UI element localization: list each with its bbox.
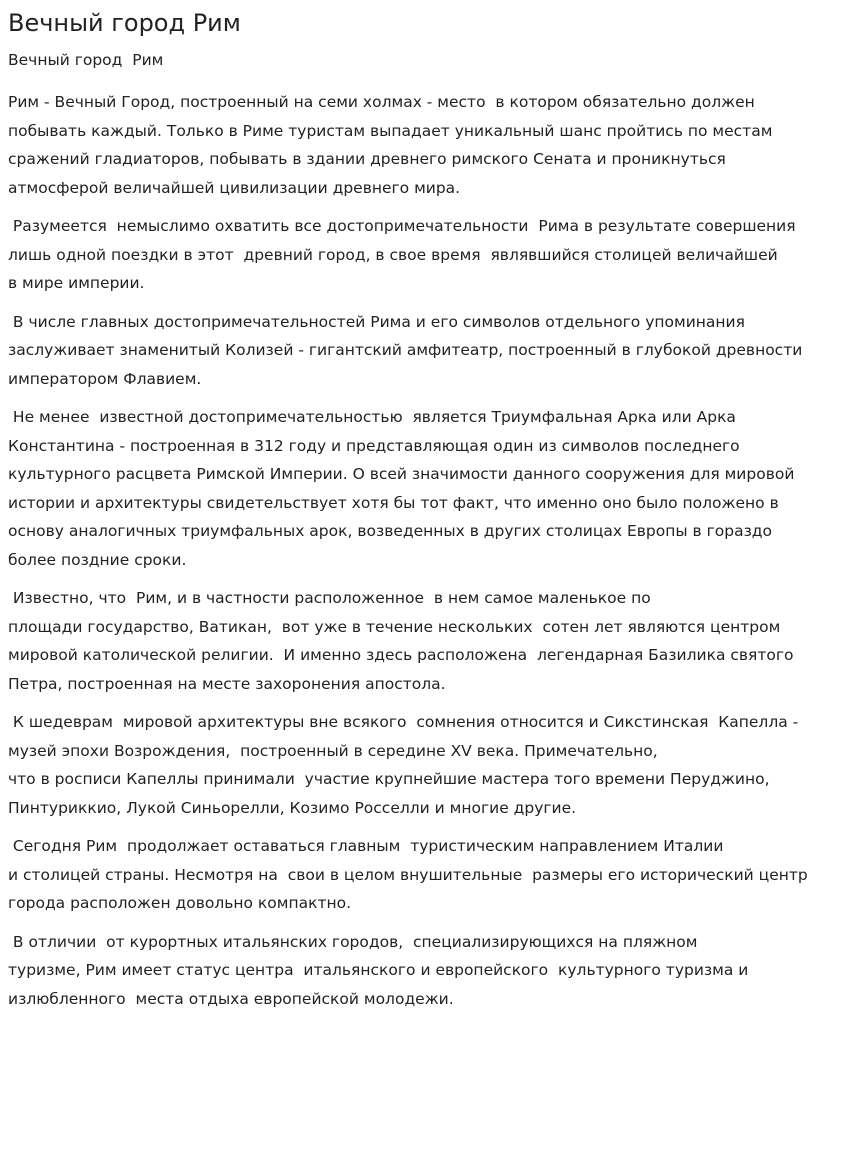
paragraph-line: музей эпохи Возрождения, построенный в середине XV века. Примечательно, — [8, 741, 658, 760]
paragraph-line: мировой католической религии. И именно здесь расположена легендарная Базилика святого — [8, 646, 794, 664]
article-paragraph — [8, 832, 839, 918]
page-subtitle: Вечный город Рим — [8, 51, 164, 69]
paragraph-line: Разумеется немыслимо охватить все достопримечательности Рима в результате совершения — [8, 217, 796, 235]
paragraph-line: сражений гладиаторов, побывать в здании древнего римского Сената и проникнуться — [8, 150, 726, 168]
article-paragraph — [8, 403, 839, 574]
paragraph-line: основу аналогичных триумфальных арок, возведенных в других столицах Европы в гораздо — [8, 522, 773, 540]
paragraph-line: атмосферой величайшей цивилизации древнего мира. — [8, 178, 461, 197]
article-paragraph — [8, 212, 839, 298]
article-paragraph — [8, 584, 839, 698]
paragraph-line: излюбленного места отдыха европейской молодежи. — [8, 989, 454, 1008]
article-paragraph — [8, 88, 839, 202]
paragraph-line: культурного расцвета Римской Империи. О всей значимости данного сооружения для мировой — [8, 465, 795, 483]
paragraph-line: императором Флавием. — [8, 369, 202, 388]
paragraph-line: города расположен довольно компактно. — [8, 894, 352, 912]
paragraph-line: площади государство, Ватикан, вот уже в течение нескольких сотен лет являются центром — [8, 617, 781, 636]
paragraph-line: Пинтуриккио, Лукой Синьорелли, Козимо Росселли и многие другие. — [8, 798, 577, 817]
paragraph-line: туризме, Рим имеет статус центра итальянского и европейского культурного туризма и — [8, 961, 749, 979]
paragraph-line: Петра, построенная на месте захоронения апостола. — [8, 674, 446, 693]
paragraph-line: и столицей страны. Несмотря на свои в целом внушительные размеры его исторический центр — [8, 865, 808, 884]
paragraph-line: лишь одной поездки в этот древний город, в свое время являвшийся столицей величайшей — [8, 245, 778, 264]
paragraph-line: более поздние сроки. — [8, 550, 187, 569]
article-paragraph — [8, 308, 839, 394]
paragraph-line: Известно, что Рим, и в частности расположенное в нем самое маленькое по — [8, 589, 651, 607]
article-paragraph — [8, 928, 839, 1014]
paragraph-line: В числе главных достопримечательностей Рима и его символов отдельного упоминания — [8, 312, 745, 331]
article-body — [8, 88, 839, 1013]
paragraph-line: заслуживает знаменитый Колизей - гигантский амфитеатр, построенный в глубокой древности — [8, 341, 803, 359]
paragraph-line: в мире империи. — [8, 274, 145, 292]
paragraph-line: Константина - построенная в 312 году и представляющая один из символов последнего — [8, 436, 740, 455]
article-paragraph — [8, 708, 839, 822]
paragraph-line: истории и архитектуры свидетельствует хотя бы тот факт, что именно оно было положено в — [8, 493, 779, 512]
paragraph-line: Не менее известной достопримечательностью является Триумфальная Арка или Арка — [8, 408, 736, 426]
paragraph-line: Сегодня Рим продолжает оставаться главным туристическим направлением Италии — [8, 837, 724, 855]
page-title: Вечный город Рим — [8, 9, 241, 37]
paragraph-line: побывать каждый. Только в Риме туристам выпадает уникальный шанс пройтись по местам — [8, 121, 773, 140]
paragraph-line: что в росписи Капеллы принимали участие крупнейшие мастера того времени Перуджино, — [8, 770, 770, 788]
paragraph-line: В отличии от курортных итальянских городов, специализирующихся на пляжном — [8, 932, 698, 951]
paragraph-line: К шедеврам мировой архитектуры вне всякого сомнения относится и Сикстинская Капелла - — [8, 713, 799, 731]
paragraph-line: Рим - Вечный Город, построенный на семи холмах - место в котором обязательно должен — [8, 93, 755, 111]
